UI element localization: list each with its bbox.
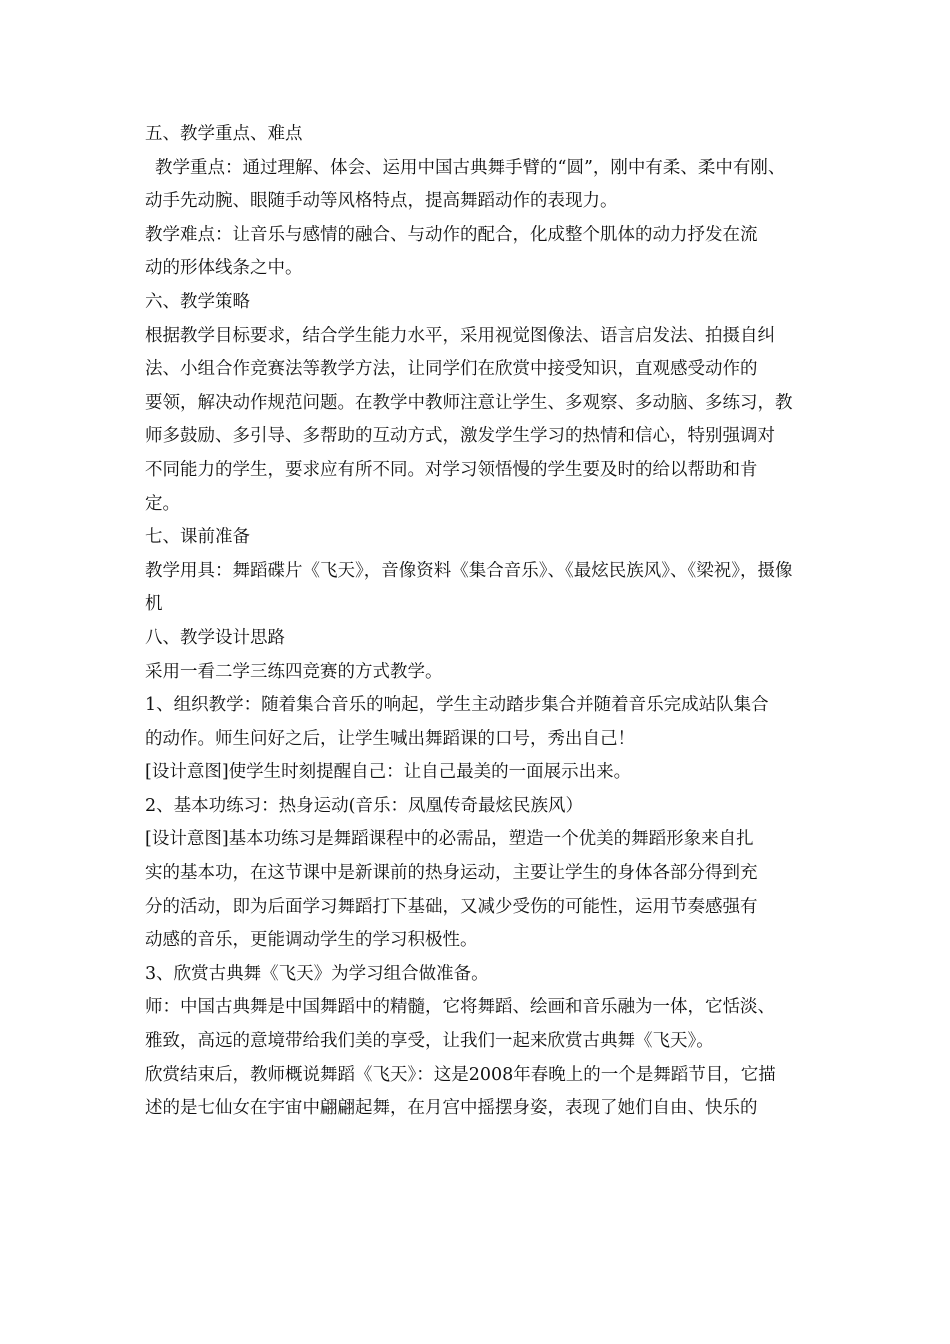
paragraph-line: 分的活动，即为后面学习舞蹈打下基础，又减少受伤的可能性，运用节奏感强有 bbox=[145, 896, 758, 917]
paragraph-line: 2、基本功练习：热身运动(音乐：凤凰传奇最炫民族风） bbox=[145, 795, 583, 816]
paragraph-line: 动手先动腕、眼随手动等风格特点，提高舞蹈动作的表现力。 bbox=[145, 191, 618, 212]
paragraph-line: 要领，解决动作规范问题。在教学中教师注意让学生、多观察、多动脑、多练习，教 bbox=[145, 392, 793, 413]
paragraph-line: 雅致，高远的意境带给我们美的享受，让我们一起来欣赏古典舞《飞天》。 bbox=[145, 1031, 714, 1052]
paragraph-line: 1、组织教学：随着集合音乐的响起，学生主动踏步集合并随着音乐完成站队集合 bbox=[145, 695, 769, 716]
heading-section-6: 六、教学策略 bbox=[145, 291, 250, 312]
paragraph-line: 教学重点：通过理解、体会、运用中国古典舞手臂的“圆”，刚中有柔、柔中有刚、 bbox=[155, 157, 786, 178]
paragraph-line: [设计意图]使学生时刻提醒自己：让自己最美的一面展示出来。 bbox=[145, 762, 632, 783]
paragraph-line: 教学难点：让音乐与感情的融合、与动作的配合，化成整个肌体的动力抒发在流 bbox=[145, 224, 758, 245]
paragraph-line: 根据教学目标要求，结合学生能力水平，采用视觉图像法、语言启发法、拍摄自纠 bbox=[145, 325, 775, 346]
paragraph-line: 教学用具：舞蹈碟片《飞天》，音像资料《集合音乐》、《最炫民族风》、《梁祝》，摄像 bbox=[145, 560, 793, 581]
heading-section-8: 八、教学设计思路 bbox=[145, 627, 285, 648]
paragraph-line: 欣赏结束后，教师概说舞蹈《飞天》：这是2008年春晚上的一个是舞蹈节目，它描 bbox=[145, 1064, 776, 1085]
document-body bbox=[145, 118, 815, 1126]
paragraph-line: 动的形体线条之中。 bbox=[145, 258, 303, 279]
paragraph-line: 法、小组合作竞赛法等教学方法，让同学们在欣赏中接受知识，直观感受动作的 bbox=[145, 359, 758, 380]
paragraph-line: 实的基本功，在这节课中是新课前的热身运动，主要让学生的身体各部分得到充 bbox=[145, 863, 758, 884]
paragraph-line: [设计意图]基本功练习是舞蹈课程中的必需品，塑造一个优美的舞蹈形象来自扎 bbox=[145, 829, 754, 850]
paragraph-line: 定。 bbox=[145, 493, 180, 514]
heading-section-5: 五、教学重点、难点 bbox=[145, 124, 303, 144]
paragraph-line: 述的是七仙女在宇宙中翩翩起舞，在月宫中摇摆身姿，表现了她们自由、快乐的 bbox=[145, 1098, 758, 1119]
paragraph-line: 不同能力的学生，要求应有所不同。对学习领悟慢的学生要及时的给以帮助和肯 bbox=[145, 459, 758, 480]
paragraph-line: 师：中国古典舞是中国舞蹈中的精髓，它将舞蹈、绘画和音乐融为一体，它恬淡、 bbox=[145, 997, 775, 1018]
paragraph-line: 机 bbox=[145, 594, 163, 615]
paragraph-line: 师多鼓励、多引导、多帮助的互动方式，激发学生学习的热情和信心，特别强调对 bbox=[145, 426, 775, 447]
paragraph-line: 采用一看二学三练四竞赛的方式教学。 bbox=[145, 661, 443, 682]
paragraph-line: 的动作。师生问好之后，让学生喊出舞蹈课的口号，秀出自己！ bbox=[145, 728, 635, 749]
paragraph-line: 动感的音乐，更能调动学生的学习积极性。 bbox=[145, 930, 478, 951]
paragraph-line: 3、欣赏古典舞《飞天》为学习组合做准备。 bbox=[145, 963, 489, 984]
heading-section-7: 七、课前准备 bbox=[145, 527, 250, 548]
